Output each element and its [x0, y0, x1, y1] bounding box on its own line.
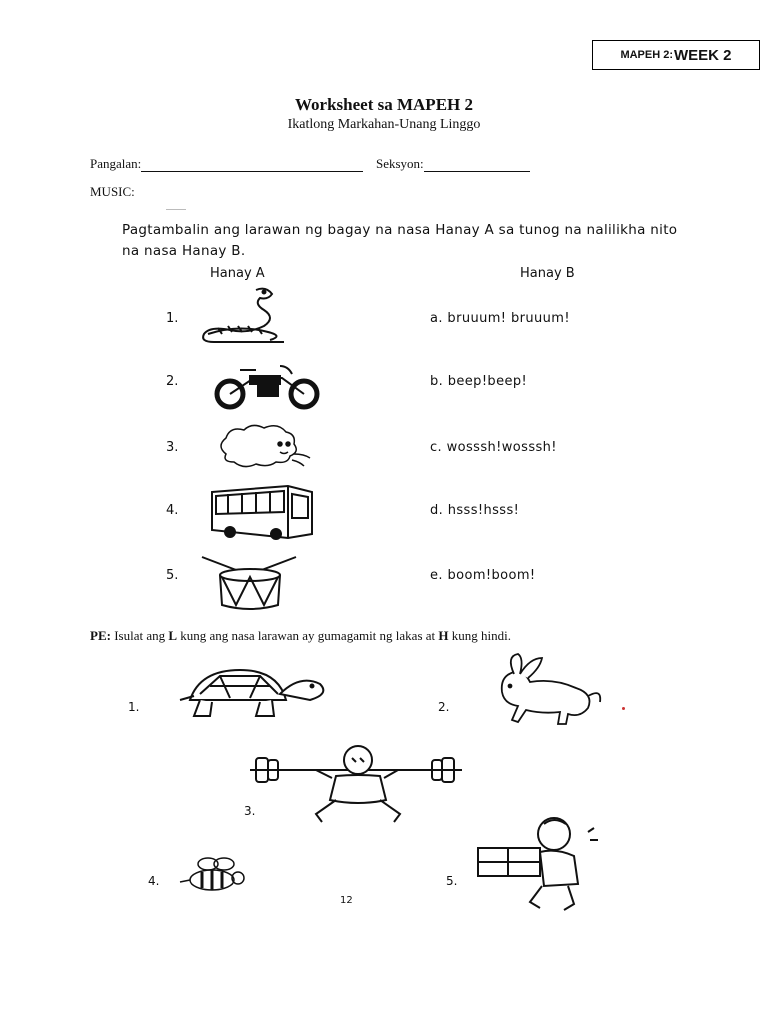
subject-prefix: MAPEH 2:: [620, 49, 674, 61]
music-answer: e. boom!boom!: [430, 568, 536, 583]
section-blank[interactable]: [424, 159, 530, 172]
pe-instruction-part1: Isulat ang: [114, 628, 166, 643]
pe-instruction-part2: kung ang nasa larawan ay gumagamit ng lakas at: [180, 628, 436, 643]
music-item-number: 3.: [166, 440, 179, 455]
worksheet-subtitle: Ikatlong Markahan-Unang Linggo: [287, 117, 481, 132]
week-label: WEEK 2: [674, 46, 732, 64]
weightlifter-icon: [246, 744, 476, 824]
pe-instruction: [90, 628, 511, 644]
pe-item-number: 2.: [438, 700, 450, 714]
letter-l: L: [168, 628, 178, 643]
red-dot: [622, 707, 625, 710]
pe-instruction-part3: kung hindi.: [451, 628, 511, 643]
pe-item-number: 3.: [244, 804, 256, 818]
column-b-heading: Hanay B: [520, 266, 575, 281]
music-item-number: 5.: [166, 568, 179, 583]
worksheet-title: Worksheet sa MAPEH 2: [294, 95, 474, 114]
music-item-number: 1.: [166, 311, 179, 326]
section-label: Seksyon:: [376, 156, 424, 171]
column-a-heading: Hanay A: [210, 266, 265, 281]
music-instruction: Pagtambalin ang larawan ng bagay na nasa Hanay A sa tunog na nalilikha nito na nasa Hanay B.: [122, 222, 678, 259]
letter-h: H: [438, 628, 449, 643]
pe-item-number: 1.: [128, 700, 140, 714]
name-field-row: [90, 156, 363, 172]
wind-cloud-icon: [214, 424, 314, 472]
music-answer: d. hsss!hsss!: [430, 503, 520, 518]
boy-carrying-box-icon: [470, 812, 610, 912]
rabbit-icon: [484, 652, 606, 728]
pe-item-number: 4.: [148, 874, 160, 888]
music-label: MUSIC:: [90, 184, 135, 199]
bee-icon: [178, 856, 254, 896]
music-answer: b. beep!beep!: [430, 374, 528, 389]
drum-icon: [200, 555, 300, 613]
motorcycle-icon: [210, 360, 325, 410]
page-number: 12: [340, 895, 353, 906]
pe-item-number: 5.: [446, 874, 458, 888]
pe-label: PE:: [90, 628, 111, 643]
name-blank[interactable]: [141, 159, 363, 172]
snake-icon: [198, 284, 288, 344]
turtle-icon: [160, 664, 340, 720]
bus-icon: [208, 482, 318, 540]
music-item-number: 2.: [166, 374, 179, 389]
music-answer: c. wosssh!wosssh!: [430, 440, 557, 455]
section-field-row: [376, 156, 530, 172]
music-answer: a. bruuum! bruuum!: [430, 311, 570, 326]
music-item-number: 4.: [166, 503, 179, 518]
divider: [166, 209, 186, 210]
name-label: Pangalan:: [90, 156, 142, 171]
week-label-box: [592, 40, 760, 70]
